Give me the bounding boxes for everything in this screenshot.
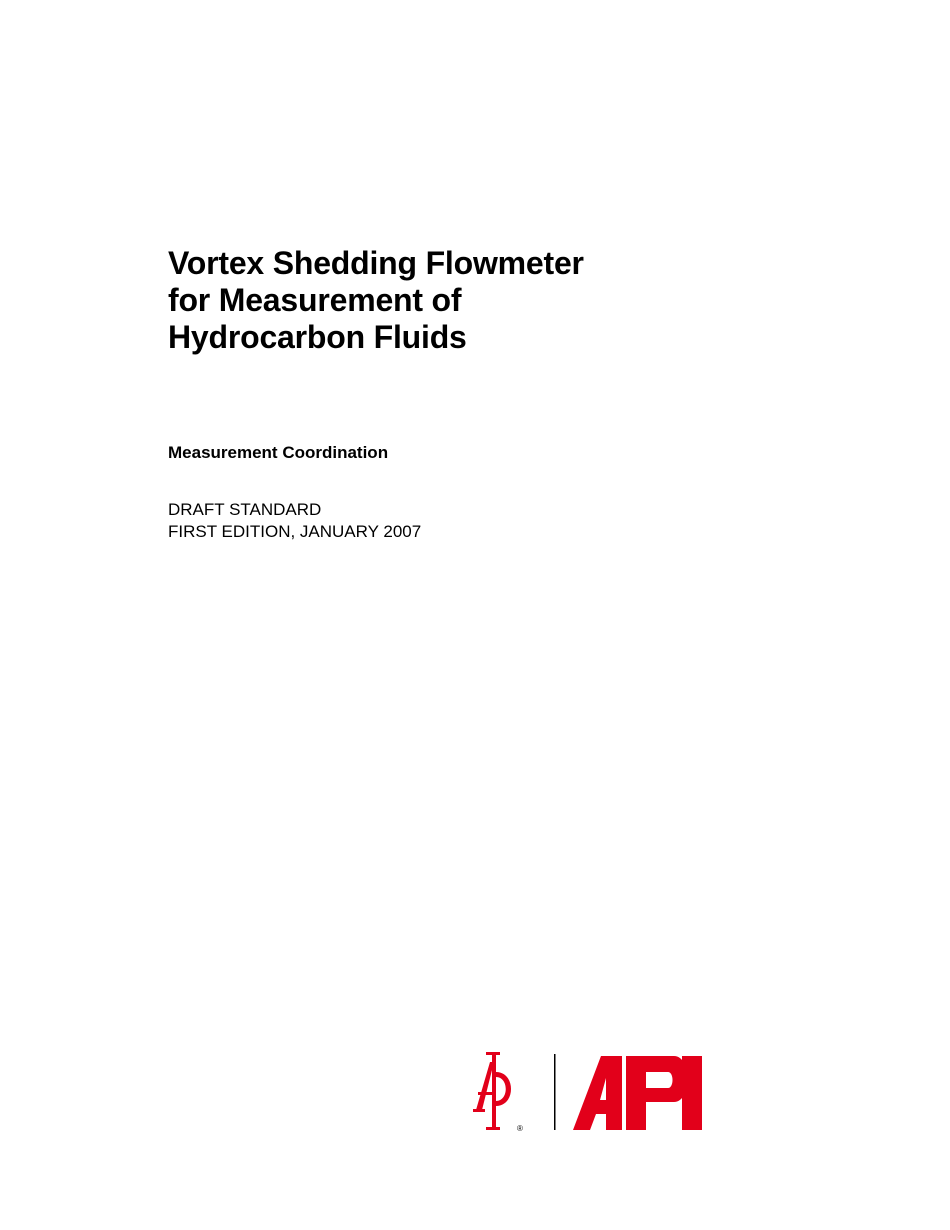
committee-name: Measurement Coordination (168, 443, 389, 462)
title-line-2: for Measurement of (168, 282, 462, 318)
api-monogram-icon (473, 1052, 511, 1130)
edition-block (168, 499, 421, 543)
api-wordmark (573, 1056, 702, 1130)
title-line-3: Hydrocarbon Fluids (168, 319, 467, 355)
draft-status: DRAFT STANDARD (168, 500, 322, 519)
title-line-1: Vortex Shedding Flowmeter (168, 245, 584, 281)
api-logo (470, 1048, 730, 1138)
registered-mark: ® (517, 1124, 523, 1133)
document-title (168, 245, 584, 356)
edition-date: FIRST EDITION, JANUARY 2007 (168, 522, 422, 541)
logo-divider (554, 1054, 556, 1130)
api-logo-graphic (470, 1048, 730, 1138)
